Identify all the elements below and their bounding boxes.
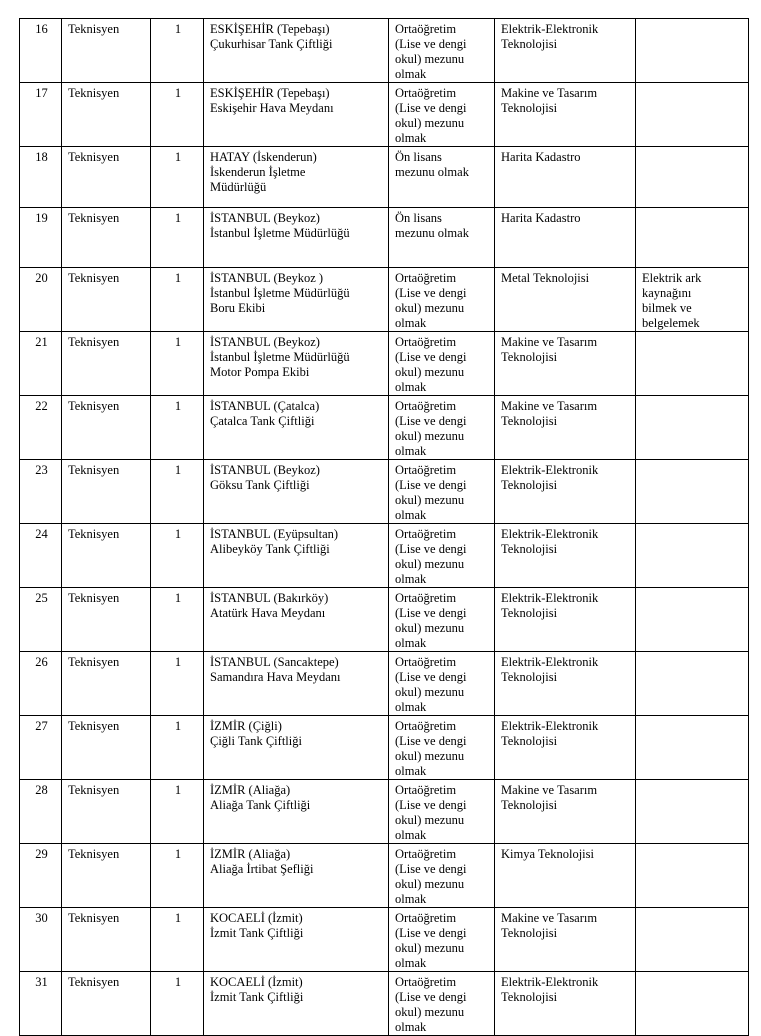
- education-requirement: Ortaöğretim (Lise ve dengi okul) mezunu olmak: [389, 908, 495, 972]
- field-of-study: Makine ve Tasarım Teknolojisi: [495, 332, 636, 396]
- table-row: [20, 844, 749, 908]
- table-row: [20, 524, 749, 588]
- position-title: Teknisyen: [62, 83, 151, 147]
- work-location: İSTANBUL (Sancaktepe) Samandıra Hava Meydanı: [204, 652, 389, 716]
- additional-requirement: [636, 588, 749, 652]
- row-number: 23: [20, 460, 62, 524]
- work-location: ESKİŞEHİR (Tepebaşı) Çukurhisar Tank Çiftliği: [204, 19, 389, 83]
- table-row: [20, 588, 749, 652]
- row-number: 21: [20, 332, 62, 396]
- work-location: İZMİR (Aliağa) Aliağa İrtibat Şefliği: [204, 844, 389, 908]
- position-count: 1: [151, 147, 204, 208]
- position-count: 1: [151, 524, 204, 588]
- work-location: İSTANBUL (Beykoz) Göksu Tank Çiftliği: [204, 460, 389, 524]
- row-number: 26: [20, 652, 62, 716]
- position-count: 1: [151, 332, 204, 396]
- field-of-study: Elektrik-Elektronik Teknolojisi: [495, 19, 636, 83]
- additional-requirement: [636, 844, 749, 908]
- row-number: 24: [20, 524, 62, 588]
- education-requirement: Ortaöğretim (Lise ve dengi okul) mezunu olmak: [389, 652, 495, 716]
- additional-requirement: [636, 460, 749, 524]
- position-title: Teknisyen: [62, 147, 151, 208]
- row-number: 19: [20, 207, 62, 268]
- work-location: İZMİR (Çiğli) Çiğli Tank Çiftliği: [204, 716, 389, 780]
- row-number: 20: [20, 268, 62, 332]
- position-title: Teknisyen: [62, 460, 151, 524]
- row-number: 17: [20, 83, 62, 147]
- additional-requirement: [636, 972, 749, 1036]
- additional-requirement: [636, 652, 749, 716]
- row-number: 27: [20, 716, 62, 780]
- additional-requirement: [636, 524, 749, 588]
- additional-requirement: [636, 83, 749, 147]
- table-row: [20, 207, 749, 268]
- additional-requirement: [636, 147, 749, 208]
- education-requirement: Ortaöğretim (Lise ve dengi okul) mezunu olmak: [389, 524, 495, 588]
- table-row: [20, 780, 749, 844]
- position-title: Teknisyen: [62, 844, 151, 908]
- table-row: [20, 460, 749, 524]
- table-row: [20, 652, 749, 716]
- position-title: Teknisyen: [62, 524, 151, 588]
- education-requirement: Ortaöğretim (Lise ve dengi okul) mezunu olmak: [389, 83, 495, 147]
- additional-requirement: [636, 332, 749, 396]
- row-number: 31: [20, 972, 62, 1036]
- education-requirement: Ön lisans mezunu olmak: [389, 207, 495, 268]
- work-location: İSTANBUL (Çatalca) Çatalca Tank Çiftliği: [204, 396, 389, 460]
- row-number: 30: [20, 908, 62, 972]
- row-number: 25: [20, 588, 62, 652]
- education-requirement: Ortaöğretim (Lise ve dengi okul) mezunu olmak: [389, 844, 495, 908]
- field-of-study: Elektrik-Elektronik Teknolojisi: [495, 588, 636, 652]
- table-row: [20, 716, 749, 780]
- table-row: [20, 332, 749, 396]
- position-count: 1: [151, 268, 204, 332]
- table-row: [20, 147, 749, 208]
- additional-requirement: [636, 19, 749, 83]
- education-requirement: Ortaöğretim (Lise ve dengi okul) mezunu olmak: [389, 588, 495, 652]
- position-count: 1: [151, 908, 204, 972]
- position-title: Teknisyen: [62, 207, 151, 268]
- field-of-study: Makine ve Tasarım Teknolojisi: [495, 83, 636, 147]
- field-of-study: Elektrik-Elektronik Teknolojisi: [495, 972, 636, 1036]
- work-location: İSTANBUL (Eyüpsultan) Alibeyköy Tank Çiftliği: [204, 524, 389, 588]
- table-row: [20, 19, 749, 83]
- education-requirement: Ortaöğretim (Lise ve dengi okul) mezunu olmak: [389, 268, 495, 332]
- table-row: [20, 396, 749, 460]
- row-number: 18: [20, 147, 62, 208]
- position-title: Teknisyen: [62, 588, 151, 652]
- education-requirement: Ortaöğretim (Lise ve dengi okul) mezunu olmak: [389, 396, 495, 460]
- position-count: 1: [151, 652, 204, 716]
- table-row: [20, 908, 749, 972]
- position-count: 1: [151, 844, 204, 908]
- work-location: İSTANBUL (Beykoz ) İstanbul İşletme Müdürlüğü Boru Ekibi: [204, 268, 389, 332]
- additional-requirement: Elektrik ark kaynağını bilmek ve belgelemek: [636, 268, 749, 332]
- work-location: İSTANBUL (Beykoz) İstanbul İşletme Müdürlüğü: [204, 207, 389, 268]
- position-title: Teknisyen: [62, 396, 151, 460]
- field-of-study: Elektrik-Elektronik Teknolojisi: [495, 460, 636, 524]
- position-title: Teknisyen: [62, 652, 151, 716]
- education-requirement: Ortaöğretim (Lise ve dengi okul) mezunu olmak: [389, 460, 495, 524]
- work-location: İSTANBUL (Bakırköy) Atatürk Hava Meydanı: [204, 588, 389, 652]
- additional-requirement: [636, 780, 749, 844]
- education-requirement: Ortaöğretim (Lise ve dengi okul) mezunu olmak: [389, 972, 495, 1036]
- position-count: 1: [151, 972, 204, 1036]
- table-row: [20, 268, 749, 332]
- row-number: 28: [20, 780, 62, 844]
- row-number: 22: [20, 396, 62, 460]
- position-title: Teknisyen: [62, 780, 151, 844]
- position-title: Teknisyen: [62, 716, 151, 780]
- position-count: 1: [151, 19, 204, 83]
- position-title: Teknisyen: [62, 972, 151, 1036]
- education-requirement: Ortaöğretim (Lise ve dengi okul) mezunu olmak: [389, 19, 495, 83]
- table-row: [20, 972, 749, 1036]
- field-of-study: Harita Kadastro: [495, 147, 636, 208]
- position-table: [19, 18, 749, 1036]
- additional-requirement: [636, 716, 749, 780]
- position-count: 1: [151, 588, 204, 652]
- position-count: 1: [151, 207, 204, 268]
- education-requirement: Ortaöğretim (Lise ve dengi okul) mezunu olmak: [389, 780, 495, 844]
- work-location: HATAY (İskenderun) İskenderun İşletme Müdürlüğü: [204, 147, 389, 208]
- additional-requirement: [636, 908, 749, 972]
- additional-requirement: [636, 207, 749, 268]
- position-count: 1: [151, 396, 204, 460]
- position-count: 1: [151, 780, 204, 844]
- row-number: 29: [20, 844, 62, 908]
- field-of-study: Harita Kadastro: [495, 207, 636, 268]
- field-of-study: Elektrik-Elektronik Teknolojisi: [495, 524, 636, 588]
- field-of-study: Kimya Teknolojisi: [495, 844, 636, 908]
- position-title: Teknisyen: [62, 19, 151, 83]
- work-location: İSTANBUL (Beykoz) İstanbul İşletme Müdürlüğü Motor Pompa Ekibi: [204, 332, 389, 396]
- education-requirement: Ortaöğretim (Lise ve dengi okul) mezunu olmak: [389, 716, 495, 780]
- work-location: ESKİŞEHİR (Tepebaşı) Eskişehir Hava Meydanı: [204, 83, 389, 147]
- field-of-study: Metal Teknolojisi: [495, 268, 636, 332]
- field-of-study: Makine ve Tasarım Teknolojisi: [495, 908, 636, 972]
- position-title: Teknisyen: [62, 268, 151, 332]
- work-location: KOCAELİ (İzmit) İzmit Tank Çiftliği: [204, 972, 389, 1036]
- table-body: [20, 19, 749, 1036]
- position-title: Teknisyen: [62, 908, 151, 972]
- field-of-study: Elektrik-Elektronik Teknolojisi: [495, 652, 636, 716]
- education-requirement: Ön lisans mezunu olmak: [389, 147, 495, 208]
- field-of-study: Makine ve Tasarım Teknolojisi: [495, 396, 636, 460]
- row-number: 16: [20, 19, 62, 83]
- position-count: 1: [151, 460, 204, 524]
- position-count: 1: [151, 83, 204, 147]
- position-title: Teknisyen: [62, 332, 151, 396]
- field-of-study: Makine ve Tasarım Teknolojisi: [495, 780, 636, 844]
- additional-requirement: [636, 396, 749, 460]
- table-row: [20, 83, 749, 147]
- position-count: 1: [151, 716, 204, 780]
- work-location: KOCAELİ (İzmit) İzmit Tank Çiftliği: [204, 908, 389, 972]
- education-requirement: Ortaöğretim (Lise ve dengi okul) mezunu olmak: [389, 332, 495, 396]
- field-of-study: Elektrik-Elektronik Teknolojisi: [495, 716, 636, 780]
- work-location: İZMİR (Aliağa) Aliağa Tank Çiftliği: [204, 780, 389, 844]
